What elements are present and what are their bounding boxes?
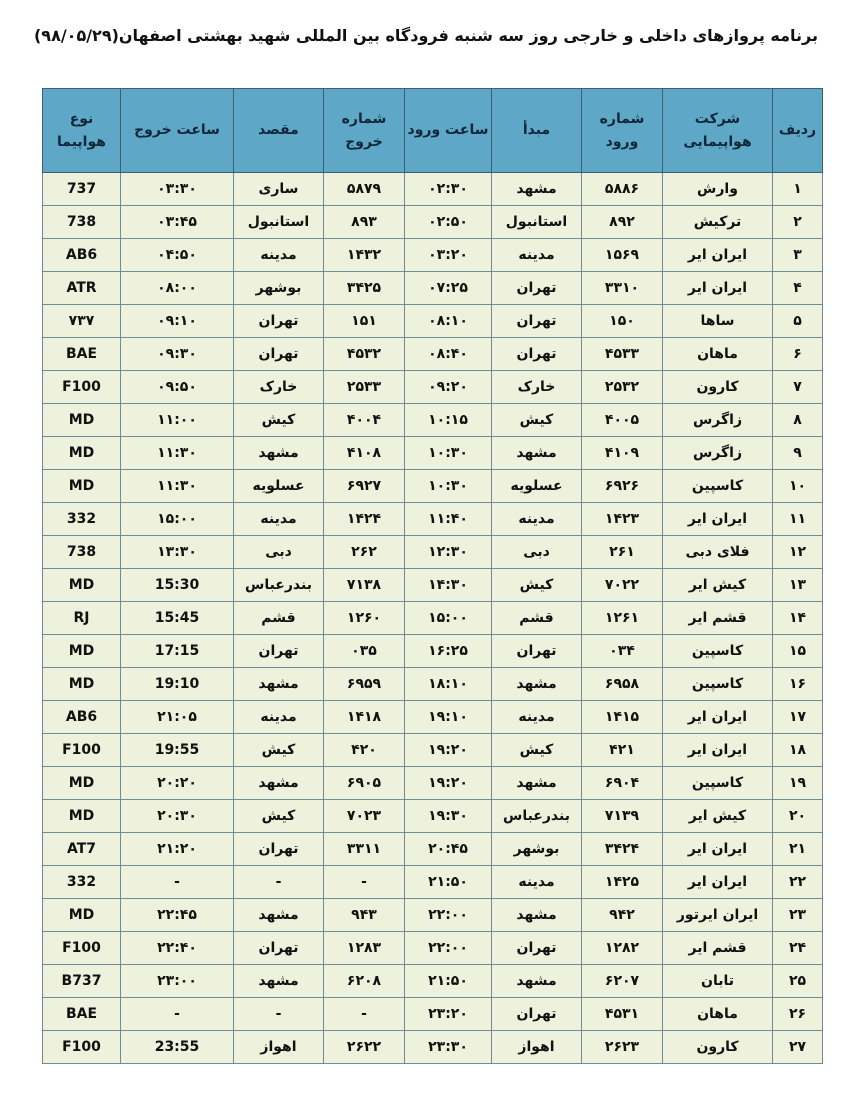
arrival-number-cell: ۴۲۱ bbox=[582, 734, 663, 767]
arrival-number-cell: ۱۲۸۲ bbox=[582, 932, 663, 965]
arrival-number-cell: ۱۵۰ bbox=[582, 305, 663, 338]
departure-time-cell: ۰۳:۳۰ bbox=[121, 173, 234, 206]
origin-cell: تهران bbox=[492, 635, 582, 668]
airline-cell: ساها bbox=[663, 305, 773, 338]
origin-cell: مشهد bbox=[492, 173, 582, 206]
row-number-cell: ۱۴ bbox=[773, 602, 823, 635]
departure-time-cell: ۲۲:۴۰ bbox=[121, 932, 234, 965]
arrival-time-cell: ۲۳:۲۰ bbox=[405, 998, 492, 1031]
departure-time-cell: ۱۵:۰۰ bbox=[121, 503, 234, 536]
arrival-time-cell: ۰۸:۱۰ bbox=[405, 305, 492, 338]
row-number-cell: ۵ bbox=[773, 305, 823, 338]
table-row bbox=[43, 800, 823, 833]
origin-cell: کیش bbox=[492, 734, 582, 767]
aircraft-type-cell: B737 bbox=[43, 965, 121, 998]
arrival-time-cell: ۰۸:۴۰ bbox=[405, 338, 492, 371]
destination-cell: کیش bbox=[234, 404, 324, 437]
row-number-cell: ۱۳ bbox=[773, 569, 823, 602]
arrival-time-cell: ۰۲:۳۰ bbox=[405, 173, 492, 206]
aircraft-type-cell: ۷۳۷ bbox=[43, 305, 121, 338]
arrival-time-cell: ۱۰:۳۰ bbox=[405, 470, 492, 503]
departure-number-cell: ۱۴۳۲ bbox=[324, 239, 405, 272]
airline-cell: کیش ایر bbox=[663, 569, 773, 602]
arrival-time-cell: ۱۹:۳۰ bbox=[405, 800, 492, 833]
table-row bbox=[43, 701, 823, 734]
arrival-number-cell: ۲۶۲۳ bbox=[582, 1031, 663, 1064]
table-row bbox=[43, 965, 823, 998]
row-number-cell: ۱ bbox=[773, 173, 823, 206]
aircraft-type-cell: RJ bbox=[43, 602, 121, 635]
table-row bbox=[43, 173, 823, 206]
arrival-time-cell: ۱۹:۱۰ bbox=[405, 701, 492, 734]
departure-number-cell: ۲۶۲۲ bbox=[324, 1031, 405, 1064]
airline-cell: کاسپین bbox=[663, 470, 773, 503]
aircraft-type-cell: BAE bbox=[43, 998, 121, 1031]
origin-cell: کیش bbox=[492, 404, 582, 437]
arrival-number-cell: ۳۴۲۴ bbox=[582, 833, 663, 866]
table-row bbox=[43, 338, 823, 371]
origin-cell: خارک bbox=[492, 371, 582, 404]
table-row bbox=[43, 305, 823, 338]
arrival-number-cell: ۵۸۸۶ bbox=[582, 173, 663, 206]
airline-cell: زاگرس bbox=[663, 437, 773, 470]
origin-cell: مشهد bbox=[492, 899, 582, 932]
aircraft-type-cell: MD bbox=[43, 635, 121, 668]
table-row bbox=[43, 767, 823, 800]
aircraft-type-cell: MD bbox=[43, 437, 121, 470]
departure-time-cell: - bbox=[121, 866, 234, 899]
departure-number-cell: ۶۲۰۸ bbox=[324, 965, 405, 998]
aircraft-type-cell: ATR bbox=[43, 272, 121, 305]
row-number-cell: ۲۱ bbox=[773, 833, 823, 866]
airline-cell: فلای دبی bbox=[663, 536, 773, 569]
origin-cell: تهران bbox=[492, 272, 582, 305]
departure-time-cell: 15:45 bbox=[121, 602, 234, 635]
departure-number-cell: ۸۹۳ bbox=[324, 206, 405, 239]
aircraft-type-cell: AB6 bbox=[43, 239, 121, 272]
destination-cell: مشهد bbox=[234, 899, 324, 932]
row-number-cell: ۲۶ bbox=[773, 998, 823, 1031]
row-number-cell: ۱۶ bbox=[773, 668, 823, 701]
row-number-cell: ۱۹ bbox=[773, 767, 823, 800]
departure-number-cell: ۱۴۲۴ bbox=[324, 503, 405, 536]
departure-time-cell: ۰۴:۵۰ bbox=[121, 239, 234, 272]
header-arrival-time: ساعت ورود bbox=[405, 89, 492, 173]
row-number-cell: ۴ bbox=[773, 272, 823, 305]
departure-number-cell: ۶۹۲۷ bbox=[324, 470, 405, 503]
arrival-number-cell: ۶۹۲۶ bbox=[582, 470, 663, 503]
destination-cell: کیش bbox=[234, 800, 324, 833]
departure-number-cell: ۳۴۲۵ bbox=[324, 272, 405, 305]
departure-time-cell: 19:55 bbox=[121, 734, 234, 767]
departure-number-cell: ۱۴۱۸ bbox=[324, 701, 405, 734]
airline-cell: ایران ایر bbox=[663, 734, 773, 767]
departure-time-cell: 15:30 bbox=[121, 569, 234, 602]
table-row bbox=[43, 206, 823, 239]
row-number-cell: ۹ bbox=[773, 437, 823, 470]
row-number-cell: ۶ bbox=[773, 338, 823, 371]
arrival-time-cell: ۲۳:۳۰ bbox=[405, 1031, 492, 1064]
destination-cell: مدینه bbox=[234, 503, 324, 536]
destination-cell: تهران bbox=[234, 338, 324, 371]
arrival-number-cell: ۱۲۶۱ bbox=[582, 602, 663, 635]
header-aircraft-type: نوع هواپیما bbox=[43, 89, 121, 173]
departure-number-cell: ۱۲۶۰ bbox=[324, 602, 405, 635]
departure-number-cell: ۵۸۷۹ bbox=[324, 173, 405, 206]
row-number-cell: ۱۲ bbox=[773, 536, 823, 569]
destination-cell: تهران bbox=[234, 635, 324, 668]
departure-number-cell: ۲۶۲ bbox=[324, 536, 405, 569]
table-header-row bbox=[43, 89, 823, 173]
destination-cell: کیش bbox=[234, 734, 324, 767]
arrival-number-cell: ۸۹۲ bbox=[582, 206, 663, 239]
destination-cell: مشهد bbox=[234, 965, 324, 998]
origin-cell: مدینه bbox=[492, 503, 582, 536]
origin-cell: مشهد bbox=[492, 668, 582, 701]
departure-number-cell: ۴۲۰ bbox=[324, 734, 405, 767]
row-number-cell: ۱۱ bbox=[773, 503, 823, 536]
row-number-cell: ۱۵ bbox=[773, 635, 823, 668]
aircraft-type-cell: MD bbox=[43, 569, 121, 602]
departure-time-cell: 17:15 bbox=[121, 635, 234, 668]
aircraft-type-cell: AT7 bbox=[43, 833, 121, 866]
arrival-number-cell: ۶۲۰۷ bbox=[582, 965, 663, 998]
arrival-number-cell: ۱۴۲۳ bbox=[582, 503, 663, 536]
origin-cell: بوشهر bbox=[492, 833, 582, 866]
departure-number-cell: ۴۰۰۴ bbox=[324, 404, 405, 437]
airline-cell: زاگرس bbox=[663, 404, 773, 437]
departure-number-cell: ۴۱۰۸ bbox=[324, 437, 405, 470]
table-row bbox=[43, 371, 823, 404]
aircraft-type-cell: MD bbox=[43, 668, 121, 701]
destination-cell: تهران bbox=[234, 932, 324, 965]
airline-cell: ایران ایر bbox=[663, 701, 773, 734]
destination-cell: اهواز bbox=[234, 1031, 324, 1064]
departure-number-cell: ۹۴۳ bbox=[324, 899, 405, 932]
table-row bbox=[43, 899, 823, 932]
table-row bbox=[43, 866, 823, 899]
destination-cell: مدینه bbox=[234, 701, 324, 734]
arrival-time-cell: ۱۲:۳۰ bbox=[405, 536, 492, 569]
departure-number-cell: ۱۲۸۳ bbox=[324, 932, 405, 965]
row-number-cell: ۸ bbox=[773, 404, 823, 437]
arrival-number-cell: ۷۱۳۹ bbox=[582, 800, 663, 833]
page-title: برنامه پروازهای داخلی و خارجی روز سه شنبه فرودگاه بین المللی شهید بهشتی اصفهان(۹۸/۰۵/۲۹) bbox=[33, 26, 818, 45]
arrival-time-cell: ۱۸:۱۰ bbox=[405, 668, 492, 701]
destination-cell: قشم bbox=[234, 602, 324, 635]
table-row bbox=[43, 635, 823, 668]
airline-cell: تابان bbox=[663, 965, 773, 998]
aircraft-type-cell: AB6 bbox=[43, 701, 121, 734]
airline-cell: قشم ایر bbox=[663, 932, 773, 965]
departure-time-cell: ۲۳:۰۰ bbox=[121, 965, 234, 998]
arrival-time-cell: ۰۲:۵۰ bbox=[405, 206, 492, 239]
arrival-number-cell: ۰۳۴ bbox=[582, 635, 663, 668]
arrival-time-cell: ۱۹:۲۰ bbox=[405, 734, 492, 767]
table-row bbox=[43, 998, 823, 1031]
departure-time-cell: ۲۰:۲۰ bbox=[121, 767, 234, 800]
airline-cell: کارون bbox=[663, 371, 773, 404]
destination-cell: دبی bbox=[234, 536, 324, 569]
table-row bbox=[43, 1031, 823, 1064]
origin-cell: اهواز bbox=[492, 1031, 582, 1064]
table-row bbox=[43, 272, 823, 305]
arrival-number-cell: ۳۳۱۰ bbox=[582, 272, 663, 305]
row-number-cell: ۲۲ bbox=[773, 866, 823, 899]
departure-time-cell: 19:10 bbox=[121, 668, 234, 701]
destination-cell: عسلویه bbox=[234, 470, 324, 503]
destination-cell: مشهد bbox=[234, 437, 324, 470]
row-number-cell: ۲۳ bbox=[773, 899, 823, 932]
table-row bbox=[43, 833, 823, 866]
arrival-number-cell: ۴۰۰۵ bbox=[582, 404, 663, 437]
flight-schedule-table bbox=[42, 88, 823, 1064]
departure-time-cell: ۱۱:۳۰ bbox=[121, 470, 234, 503]
origin-cell: مشهد bbox=[492, 437, 582, 470]
aircraft-type-cell: F100 bbox=[43, 371, 121, 404]
header-row-number: ردیف bbox=[773, 89, 823, 173]
departure-time-cell: 23:55 bbox=[121, 1031, 234, 1064]
airline-cell: کاسپین bbox=[663, 668, 773, 701]
origin-cell: کیش bbox=[492, 569, 582, 602]
origin-cell: تهران bbox=[492, 305, 582, 338]
header-airline: شرکت هواپیمایی bbox=[663, 89, 773, 173]
departure-number-cell: ۱۵۱ bbox=[324, 305, 405, 338]
arrival-number-cell: ۲۶۱ bbox=[582, 536, 663, 569]
origin-cell: تهران bbox=[492, 998, 582, 1031]
table-row bbox=[43, 239, 823, 272]
origin-cell: بندرعباس bbox=[492, 800, 582, 833]
airline-cell: ایران ایر bbox=[663, 239, 773, 272]
table-row bbox=[43, 437, 823, 470]
destination-cell: استانبول bbox=[234, 206, 324, 239]
aircraft-type-cell: 738 bbox=[43, 206, 121, 239]
table-row bbox=[43, 536, 823, 569]
row-number-cell: ۷ bbox=[773, 371, 823, 404]
airline-cell: ایران ایر bbox=[663, 272, 773, 305]
departure-number-cell: ۳۳۱۱ bbox=[324, 833, 405, 866]
arrival-time-cell: ۱۰:۳۰ bbox=[405, 437, 492, 470]
arrival-number-cell: ۷۰۲۲ bbox=[582, 569, 663, 602]
origin-cell: مدینه bbox=[492, 239, 582, 272]
departure-time-cell: ۲۱:۲۰ bbox=[121, 833, 234, 866]
table-row bbox=[43, 932, 823, 965]
header-departure-time: ساعت خروج bbox=[121, 89, 234, 173]
aircraft-type-cell: F100 bbox=[43, 1031, 121, 1064]
row-number-cell: ۲ bbox=[773, 206, 823, 239]
arrival-time-cell: ۲۱:۵۰ bbox=[405, 965, 492, 998]
origin-cell: استانبول bbox=[492, 206, 582, 239]
airline-cell: کارون bbox=[663, 1031, 773, 1064]
airline-cell: ایران ایر bbox=[663, 833, 773, 866]
departure-number-cell: ۶۹۰۵ bbox=[324, 767, 405, 800]
aircraft-type-cell: MD bbox=[43, 899, 121, 932]
origin-cell: مدینه bbox=[492, 866, 582, 899]
arrival-number-cell: ۹۴۲ bbox=[582, 899, 663, 932]
arrival-time-cell: ۱۹:۲۰ bbox=[405, 767, 492, 800]
table-row bbox=[43, 569, 823, 602]
arrival-number-cell: ۱۴۲۵ bbox=[582, 866, 663, 899]
departure-time-cell: ۱۱:۳۰ bbox=[121, 437, 234, 470]
arrival-time-cell: ۱۵:۰۰ bbox=[405, 602, 492, 635]
header-destination: مقصد bbox=[234, 89, 324, 173]
airline-cell: ایران ایر bbox=[663, 866, 773, 899]
departure-time-cell: ۰۳:۴۵ bbox=[121, 206, 234, 239]
aircraft-type-cell: BAE bbox=[43, 338, 121, 371]
aircraft-type-cell: MD bbox=[43, 470, 121, 503]
arrival-number-cell: ۴۱۰۹ bbox=[582, 437, 663, 470]
departure-time-cell: ۰۹:۱۰ bbox=[121, 305, 234, 338]
departure-number-cell: ۰۳۵ bbox=[324, 635, 405, 668]
aircraft-type-cell: F100 bbox=[43, 932, 121, 965]
origin-cell: تهران bbox=[492, 932, 582, 965]
arrival-time-cell: ۱۴:۳۰ bbox=[405, 569, 492, 602]
destination-cell: بندرعباس bbox=[234, 569, 324, 602]
airline-cell: کیش ایر bbox=[663, 800, 773, 833]
arrival-time-cell: ۰۷:۲۵ bbox=[405, 272, 492, 305]
arrival-time-cell: ۲۱:۵۰ bbox=[405, 866, 492, 899]
departure-time-cell: ۲۱:۰۵ bbox=[121, 701, 234, 734]
origin-cell: دبی bbox=[492, 536, 582, 569]
row-number-cell: ۳ bbox=[773, 239, 823, 272]
airline-cell: ماهان bbox=[663, 998, 773, 1031]
arrival-time-cell: ۲۲:۰۰ bbox=[405, 899, 492, 932]
departure-number-cell: - bbox=[324, 998, 405, 1031]
arrival-time-cell: ۰۹:۲۰ bbox=[405, 371, 492, 404]
airline-cell: وارش bbox=[663, 173, 773, 206]
origin-cell: مدینه bbox=[492, 701, 582, 734]
destination-cell: مشهد bbox=[234, 767, 324, 800]
row-number-cell: ۲۵ bbox=[773, 965, 823, 998]
airline-cell: قشم ایر bbox=[663, 602, 773, 635]
departure-number-cell: ۴۵۳۲ bbox=[324, 338, 405, 371]
arrival-time-cell: ۰۳:۲۰ bbox=[405, 239, 492, 272]
aircraft-type-cell: F100 bbox=[43, 734, 121, 767]
aircraft-type-cell: 332 bbox=[43, 503, 121, 536]
destination-cell: مدینه bbox=[234, 239, 324, 272]
aircraft-type-cell: MD bbox=[43, 767, 121, 800]
arrival-time-cell: ۲۰:۴۵ bbox=[405, 833, 492, 866]
row-number-cell: ۲۷ bbox=[773, 1031, 823, 1064]
arrival-number-cell: ۱۵۶۹ bbox=[582, 239, 663, 272]
departure-time-cell: ۲۰:۳۰ bbox=[121, 800, 234, 833]
destination-cell: ساری bbox=[234, 173, 324, 206]
table-row bbox=[43, 503, 823, 536]
row-number-cell: ۲۰ bbox=[773, 800, 823, 833]
origin-cell: تهران bbox=[492, 338, 582, 371]
header-origin: مبدأ bbox=[492, 89, 582, 173]
arrival-number-cell: ۶۹۰۴ bbox=[582, 767, 663, 800]
header-arrival-number: شماره ورود bbox=[582, 89, 663, 173]
departure-number-cell: - bbox=[324, 866, 405, 899]
destination-cell: تهران bbox=[234, 833, 324, 866]
departure-number-cell: ۷۰۲۳ bbox=[324, 800, 405, 833]
airline-cell: کاسپین bbox=[663, 767, 773, 800]
departure-time-cell: ۰۸:۰۰ bbox=[121, 272, 234, 305]
destination-cell: - bbox=[234, 998, 324, 1031]
arrival-time-cell: ۲۲:۰۰ bbox=[405, 932, 492, 965]
destination-cell: بوشهر bbox=[234, 272, 324, 305]
table-row bbox=[43, 668, 823, 701]
arrival-time-cell: ۱۰:۱۵ bbox=[405, 404, 492, 437]
row-number-cell: ۱۷ bbox=[773, 701, 823, 734]
departure-time-cell: ۱۱:۰۰ bbox=[121, 404, 234, 437]
departure-time-cell: ۱۳:۳۰ bbox=[121, 536, 234, 569]
arrival-number-cell: ۴۵۳۳ bbox=[582, 338, 663, 371]
airline-cell: ترکیش bbox=[663, 206, 773, 239]
destination-cell: - bbox=[234, 866, 324, 899]
departure-number-cell: ۶۹۵۹ bbox=[324, 668, 405, 701]
row-number-cell: ۲۴ bbox=[773, 932, 823, 965]
aircraft-type-cell: 738 bbox=[43, 536, 121, 569]
aircraft-type-cell: MD bbox=[43, 800, 121, 833]
header-departure-number: شماره خروج bbox=[324, 89, 405, 173]
arrival-time-cell: ۱۱:۴۰ bbox=[405, 503, 492, 536]
table-row bbox=[43, 734, 823, 767]
row-number-cell: ۱۸ bbox=[773, 734, 823, 767]
departure-time-cell: - bbox=[121, 998, 234, 1031]
arrival-time-cell: ۱۶:۲۵ bbox=[405, 635, 492, 668]
departure-number-cell: ۷۱۳۸ bbox=[324, 569, 405, 602]
airline-cell: کاسپین bbox=[663, 635, 773, 668]
destination-cell: خارک bbox=[234, 371, 324, 404]
aircraft-type-cell: 737 bbox=[43, 173, 121, 206]
aircraft-type-cell: MD bbox=[43, 404, 121, 437]
row-number-cell: ۱۰ bbox=[773, 470, 823, 503]
table-row bbox=[43, 470, 823, 503]
departure-number-cell: ۲۵۳۳ bbox=[324, 371, 405, 404]
destination-cell: مشهد bbox=[234, 668, 324, 701]
table-row bbox=[43, 404, 823, 437]
arrival-number-cell: ۲۵۳۲ bbox=[582, 371, 663, 404]
destination-cell: تهران bbox=[234, 305, 324, 338]
arrival-number-cell: ۱۴۱۵ bbox=[582, 701, 663, 734]
origin-cell: مشهد bbox=[492, 965, 582, 998]
airline-cell: ماهان bbox=[663, 338, 773, 371]
departure-time-cell: ۰۹:۳۰ bbox=[121, 338, 234, 371]
airline-cell: ایران ایر bbox=[663, 503, 773, 536]
origin-cell: مشهد bbox=[492, 767, 582, 800]
departure-time-cell: ۰۹:۵۰ bbox=[121, 371, 234, 404]
origin-cell: قشم bbox=[492, 602, 582, 635]
arrival-number-cell: ۶۹۵۸ bbox=[582, 668, 663, 701]
aircraft-type-cell: 332 bbox=[43, 866, 121, 899]
arrival-number-cell: ۴۵۳۱ bbox=[582, 998, 663, 1031]
departure-time-cell: ۲۲:۴۵ bbox=[121, 899, 234, 932]
table-row bbox=[43, 602, 823, 635]
origin-cell: عسلویه bbox=[492, 470, 582, 503]
airline-cell: ایران ایرتور bbox=[663, 899, 773, 932]
